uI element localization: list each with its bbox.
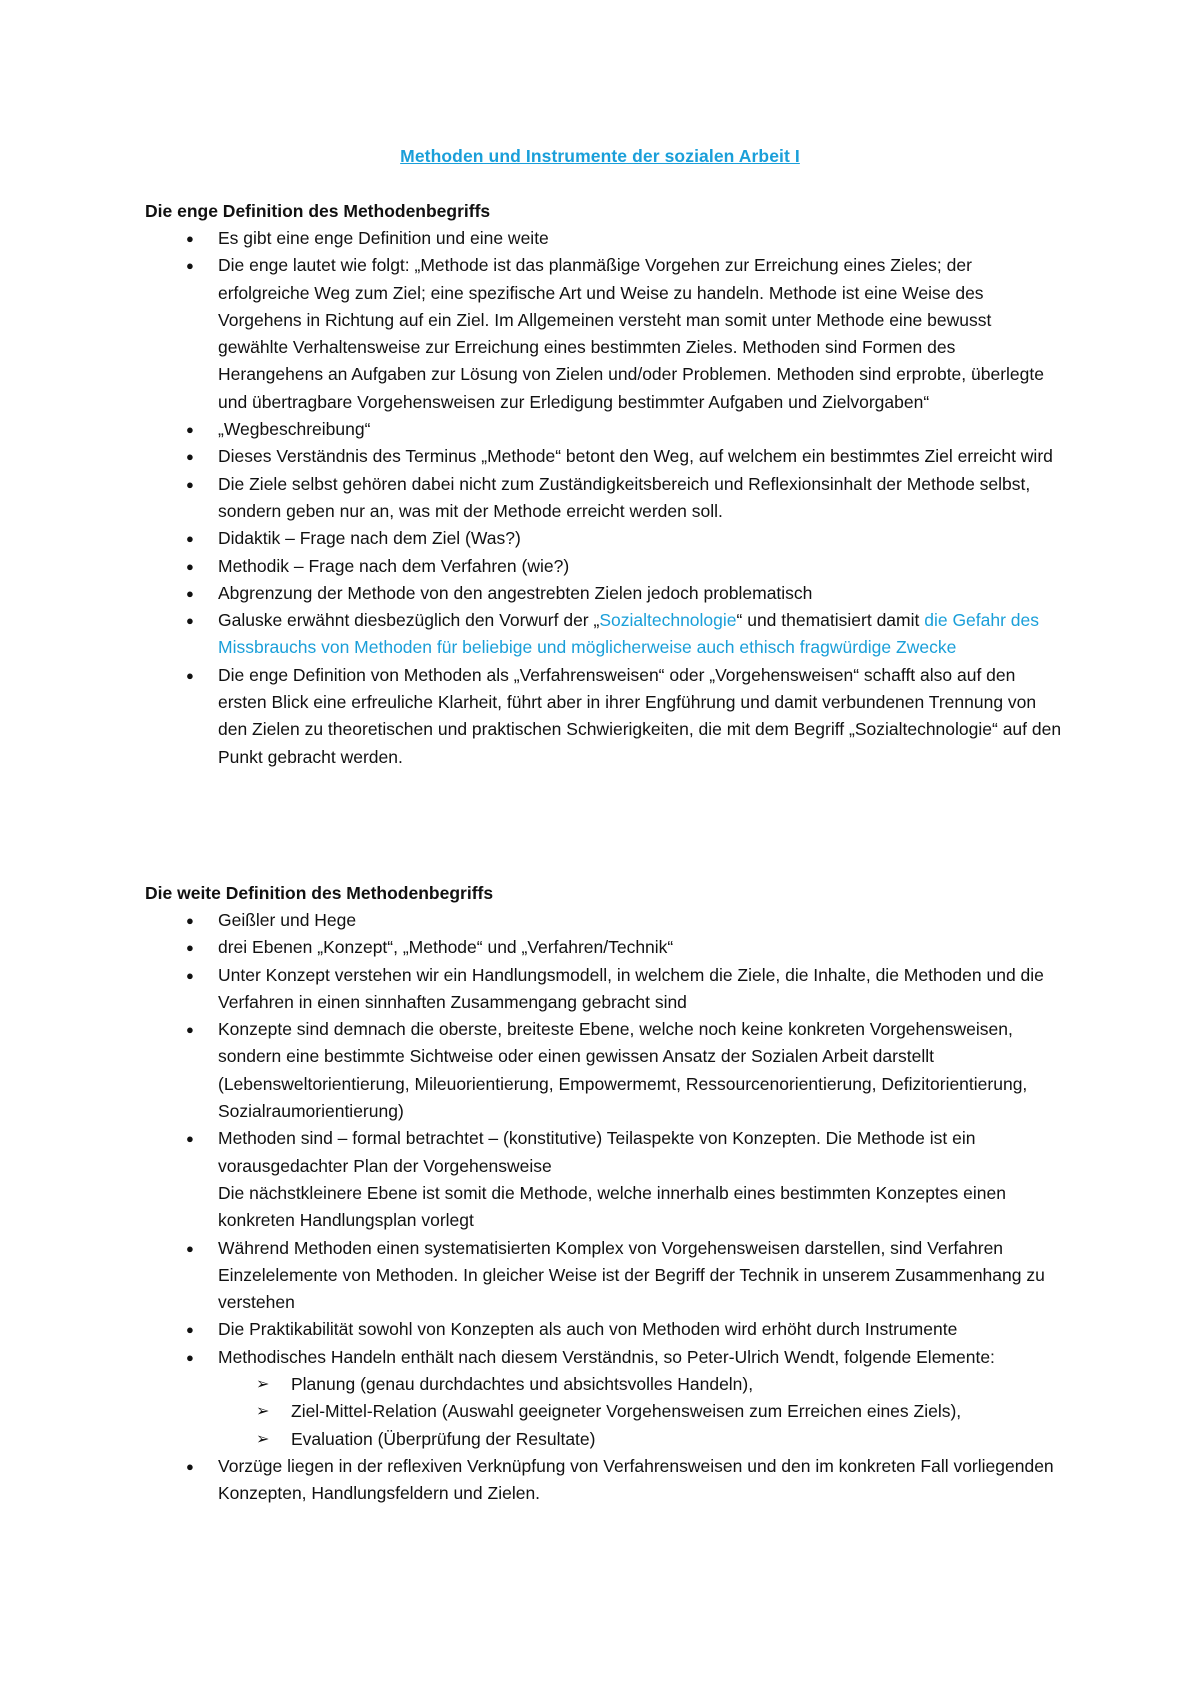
bullet-icon: ●	[186, 1131, 194, 1147]
galuske-text-mid: “ und thematisiert damit	[736, 610, 925, 631]
section-heading: Die enge Definition des Methodenbegriffs	[145, 201, 491, 221]
section-broad-definition	[145, 880, 1065, 1508]
list-item	[145, 662, 1065, 771]
document-title: Methoden und Instrumente der sozialen Arbeit I	[400, 146, 800, 166]
highlighted-term: Sozialtechnologie	[599, 610, 737, 631]
list-item	[145, 934, 1065, 961]
list-item	[145, 225, 1065, 252]
list-item-text: Konzepte sind demnach die oberste, breiteste Ebene, welche noch keine konkreten Vorgehensweisen, sondern eine bestimmte Sichtweise oder einen gewissen Ansatz der Sozialen Arbeit darstellt (Lebensweltorientierung, Mileuorientierung, Empowermemt, Ressourcenorientierung, Defizitorientierung, Sozialraumorientierung)	[218, 1019, 1028, 1122]
bullet-icon: ●	[186, 476, 194, 492]
list-item-text: Methodik – Frage nach dem Verfahren (wie?)	[218, 555, 570, 576]
bullet-list	[145, 225, 1065, 771]
list-item	[145, 416, 1065, 443]
list-item-text: Während Methoden einen systematisierten Komplex von Vorgehensweisen darstellen, sind Verfahren Einzelelemente von Methoden. In gleicher Weise ist der Begriff der Technik in unserem Zusammenhang zu verstehen	[218, 1237, 1045, 1313]
sub-list-item	[218, 1426, 1065, 1453]
list-item-text: Die enge lautet wie folgt: „Methode ist das planmäßige Vorgehen zur Erreichung eines Zieles; der erfolgreiche Weg zum Ziel; eine spezifische Art und Weise zu handeln. Methode ist eine Weise des Vorgehens in Richtung auf ein Ziel. Im Allgemeinen versteht man somit unter Methode eine bewusst gewählte Verhaltensweise zur Erreichung eines bestimmten Zieles. Methoden sind Formen des Herangehens an Aufgaben zur Lösung von Zielen und/oder Problemen. Methoden sind erprobte, überlegte und übertragbare Vorgehensweisen zur Erledigung bestimmter Aufgaben und Zielvorgaben“	[218, 255, 1044, 412]
sub-list-item	[218, 1371, 1065, 1398]
bullet-icon: ●	[186, 585, 194, 601]
bullet-icon: ●	[186, 667, 194, 683]
list-item-text: Vorzüge liegen in der reflexiven Verknüpfung von Verfahrensweisen und den im konkreten Fall vorliegenden Konzepten, Handlungsfeldern und Zielen.	[218, 1455, 1054, 1504]
bullet-icon: ●	[186, 940, 194, 956]
list-item-text: Abgrenzung der Methode von den angestrebten Zielen jedoch problematisch	[218, 582, 813, 603]
list-item-methoden	[145, 1125, 1065, 1234]
list-item	[145, 443, 1065, 470]
bullet-icon: ●	[186, 558, 194, 574]
list-item-text: Die Praktikabilität sowohl von Konzepten als auch von Methoden wird erhöht durch Instrumente	[218, 1319, 958, 1340]
list-item	[145, 907, 1065, 934]
list-item-text: Die Ziele selbst gehören dabei nicht zum Zuständigkeitsbereich und Reflexionsinhalt der Methode selbst, sondern geben nur an, was mit der Methode erreicht werden soll.	[218, 473, 1031, 521]
list-item-text: Die nächstkleinere Ebene ist somit die Methode, welche innerhalb eines bestimmten Konzeptes einen konkreten Handlungsplan vorlegt	[218, 1182, 1006, 1231]
list-item-text: Die enge Definition von Methoden als „Verfahrensweisen“ oder „Vorgehensweisen“ schafft also auf den ersten Blick eine erfreuliche Klarheit, führt aber in ihrer Engführung und damit verbundenen Trennung von den Zielen zu theoretischen und praktischen Schwierigkeiten, die mit dem Begriff „Sozialtechnologie“ auf den Punkt gebracht werden.	[218, 664, 1062, 767]
list-item-text: Didaktik – Frage nach dem Ziel (Was?)	[218, 528, 521, 549]
bullet-icon: ●	[186, 1349, 194, 1365]
list-item-text: Geißler und Hege	[218, 910, 357, 930]
bullet-icon: ●	[186, 531, 194, 547]
bullet-icon: ●	[186, 422, 194, 438]
bullet-icon: ●	[186, 449, 194, 465]
sub-list-item	[218, 1398, 1065, 1425]
list-item	[145, 962, 1065, 1017]
list-item-text: Es gibt eine enge Definition und eine weite	[218, 228, 549, 248]
list-item	[145, 1016, 1065, 1125]
bullet-icon: ●	[186, 258, 194, 274]
list-item-text: Methoden sind – formal betrachtet – (konstitutive) Teilaspekte von Konzepten. Die Methode ist ein vorausgedachter Plan der Vorgehensweise	[218, 1128, 976, 1176]
list-item-text: „Wegbeschreibung“	[218, 419, 371, 440]
bullet-icon: ●	[186, 1022, 194, 1038]
bullet-icon: ●	[186, 1322, 194, 1338]
bullet-icon: ●	[186, 1240, 194, 1256]
bullet-icon: ●	[186, 967, 194, 983]
list-item-wendt	[145, 1344, 1065, 1453]
section-heading: Die weite Definition des Methodenbegriffs	[145, 883, 494, 903]
bullet-icon: ●	[186, 231, 194, 246]
list-item	[145, 471, 1065, 526]
list-item	[145, 1316, 1065, 1343]
list-item	[145, 525, 1065, 552]
list-item	[145, 252, 1065, 416]
arrow-bullet-icon: ➢	[256, 1376, 270, 1394]
list-item-text: Dieses Verständnis des Terminus „Methode“ betont den Weg, auf welchem ein bestimmtes Ziel erreicht wird	[218, 446, 1053, 467]
list-item	[145, 553, 1065, 580]
bullet-icon: ●	[186, 613, 194, 629]
list-item	[145, 1453, 1065, 1508]
galuske-text-pre: Galuske erwähnt diesbezüglich den Vorwurf der „	[218, 610, 600, 631]
sub-list-item-text: Planung (genau durchdachtes und absichtsvolles Handeln),	[291, 1374, 754, 1395]
sub-list-item-text: Evaluation (Überprüfung der Resultate)	[291, 1428, 596, 1449]
bullet-icon: ●	[186, 913, 194, 928]
list-item-galuske	[145, 607, 1065, 662]
section-narrow-definition	[145, 198, 1065, 771]
list-item-text: Methodisches Handeln enthält nach diesem Verständnis, so Peter-Ulrich Wendt, folgende Elemente:	[218, 1346, 995, 1367]
sub-list	[218, 1371, 1065, 1453]
list-item	[145, 1235, 1065, 1317]
list-item	[145, 580, 1065, 607]
sub-list-item-text: Ziel-Mittel-Relation (Auswahl geeigneter Vorgehensweisen zum Erreichen eines Ziels),	[291, 1401, 962, 1422]
list-item-text: drei Ebenen „Konzept“, „Methode“ und „Verfahren/Technik“	[218, 937, 674, 958]
arrow-bullet-icon: ➢	[256, 1430, 270, 1448]
arrow-bullet-icon: ➢	[256, 1403, 270, 1421]
highlighted-phrase: die Gefahr des Missbrauchs von Methoden für beliebige und möglicherweise auch ethisch fragwürdige Zwecke	[218, 610, 1040, 658]
list-item-text: Unter Konzept verstehen wir ein Handlungsmodell, in welchem die Ziele, die Inhalte, die Methoden und die Verfahren in einen sinnhaften Zusammengang gebracht sind	[218, 964, 1044, 1012]
bullet-list	[145, 907, 1065, 1508]
bullet-icon: ●	[186, 1458, 194, 1474]
